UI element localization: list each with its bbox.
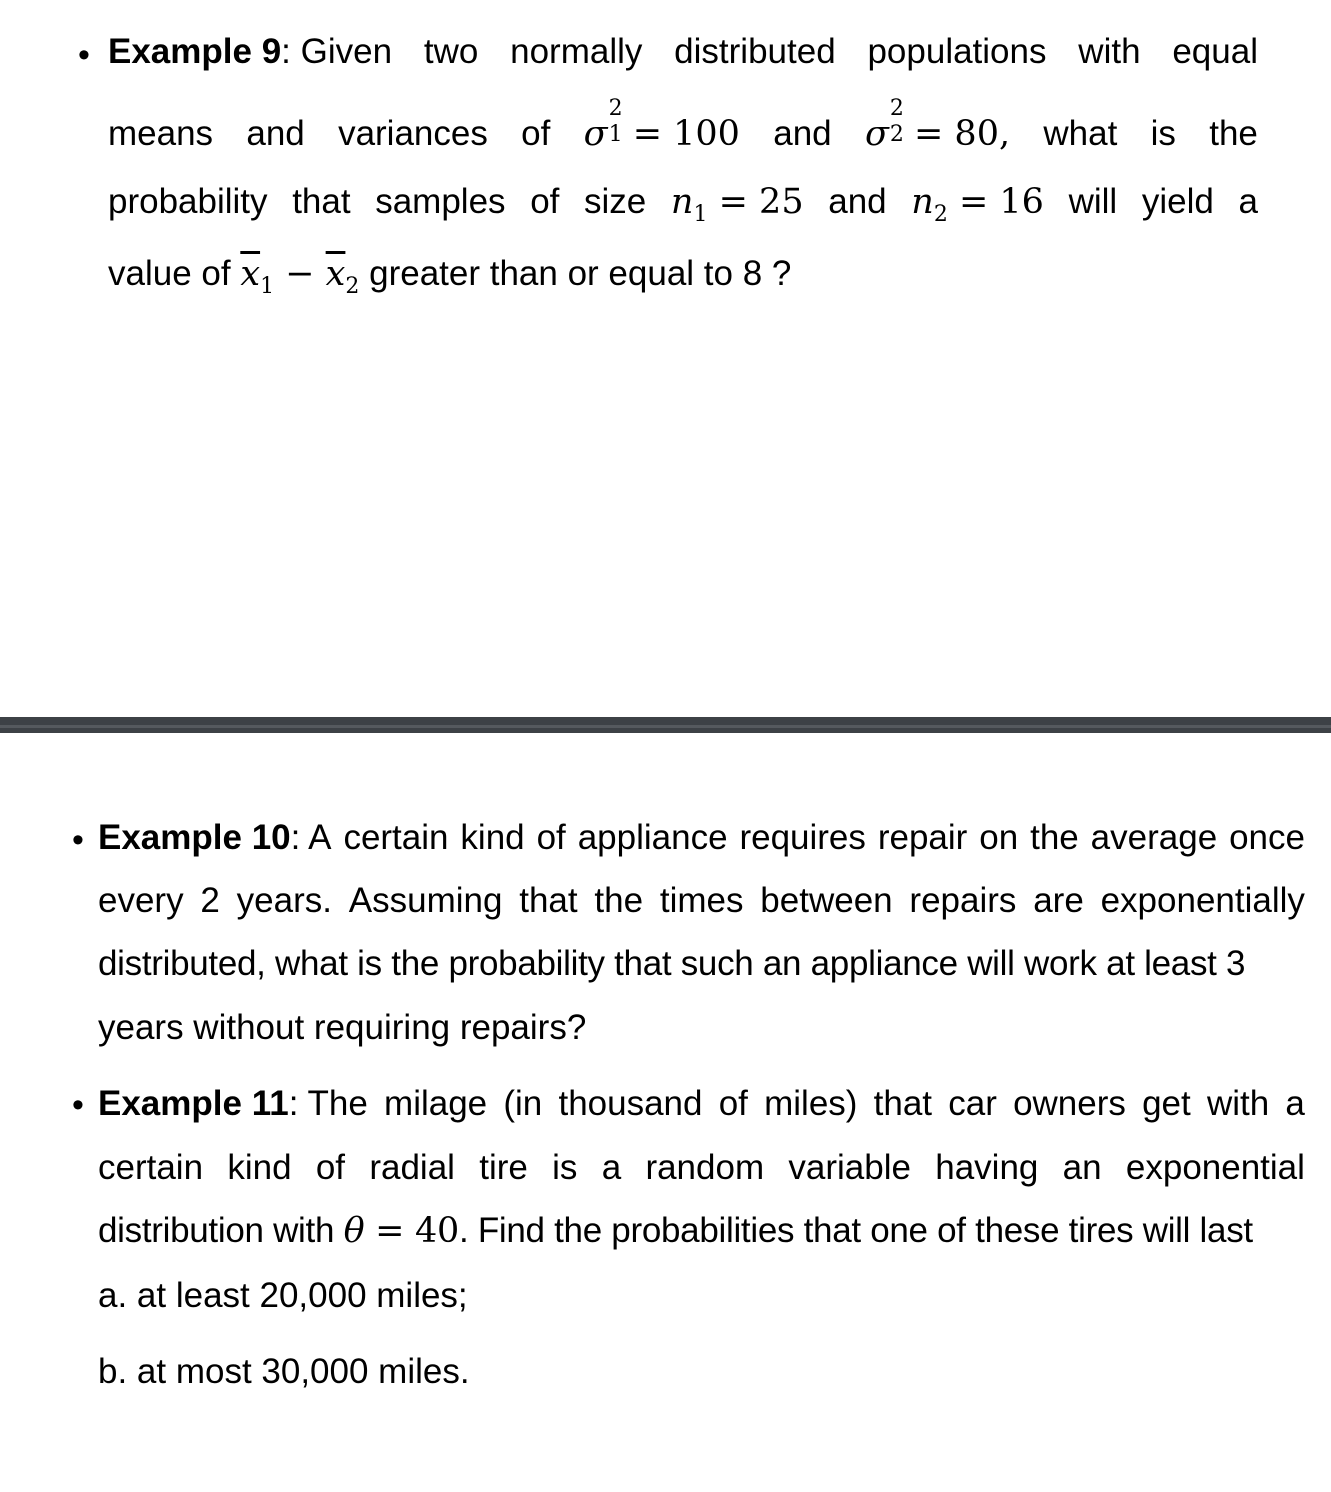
example-9-line-2: means and variances of σ 2 1 = 100 and σ 2 2 = 80, what is the	[108, 96, 1258, 154]
example-10-label: Example 10	[98, 818, 291, 857]
example-11-label: Example 11	[98, 1084, 289, 1123]
example-11-part-b: b. at most 30,000 miles.	[98, 1352, 470, 1391]
n1-eq-25: $n_1 = 25$	[670, 182, 804, 227]
example-9-line-4: value of $\overline{x}_1 - \overline{x}_2$ greater than or equal to 8 ?	[108, 254, 792, 299]
example-9-lead: Example 9: Given	[108, 32, 393, 71]
sigma2-squared-eq-80: σ 2 2 = 80,	[864, 96, 1011, 154]
example-11-lead: Example 11: The	[98, 1084, 368, 1123]
bullet-example-9: •	[78, 36, 90, 74]
example-11-line-2: certain kind of radial tire is a random variable having an exponential	[98, 1148, 1305, 1187]
bullet-example-11: •	[72, 1086, 84, 1124]
example-9-line-3: probability that samples of size $n_1 = 25$ and $n_2 = 16$ will yield a	[108, 182, 1258, 227]
example-9-label: Example 9	[108, 32, 282, 71]
example-10-line-3: distributed, what is the probability that such an appliance will work at least 3	[98, 944, 1246, 983]
example-10-lead: Example 10: A	[98, 818, 332, 857]
sigma1-squared-eq-100: σ 2 1 = 100	[583, 96, 740, 154]
n2-eq-16: $n_2 = 16$	[911, 182, 1044, 227]
example-11-part-a: a. at least 20,000 miles;	[98, 1276, 468, 1315]
example-10-line-2: every 2 years. Assuming that the times between repairs are exponentially	[98, 881, 1305, 920]
page-top	[0, 0, 1331, 717]
example-11-line-1: Example 11: The milage (in thousand of miles) that car owners get with a	[98, 1084, 1305, 1123]
page-divider	[0, 717, 1331, 733]
example-11-line-3: distribution with θ = 40. Find the probabilities that one of these tires will last	[98, 1211, 1253, 1251]
bullet-example-10: •	[72, 821, 84, 859]
example-10-line-4: years without requiring repairs?	[98, 1008, 587, 1047]
example-9-line-1: Example 9: Given two normally distributed populations with equal	[108, 32, 1258, 71]
example-10-line-1: Example 10: A certain kind of appliance requires repair on the average once	[98, 818, 1305, 857]
